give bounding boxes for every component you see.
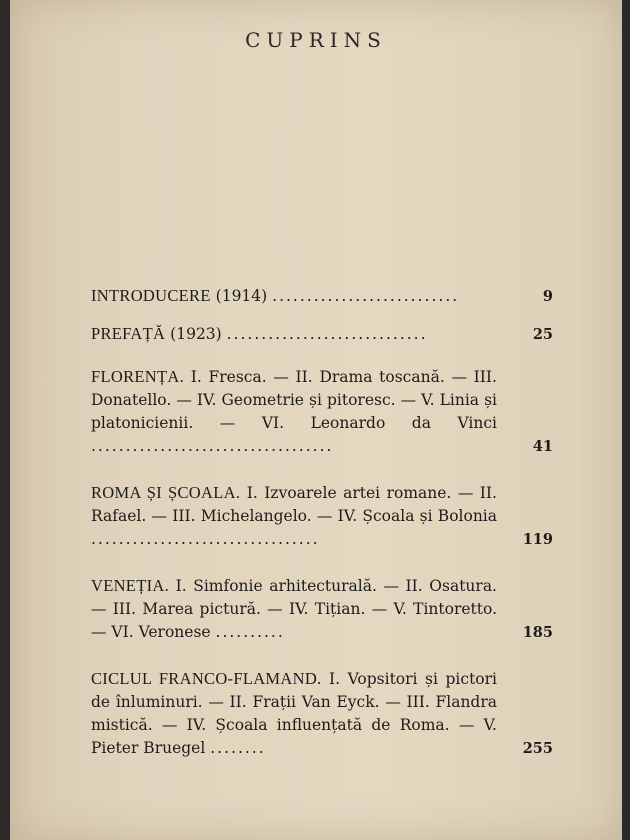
toc-text: (1914): [215, 287, 268, 305]
toc-entry-introducere: [91, 284, 553, 308]
toc-page-number: 119: [522, 531, 553, 548]
table-of-contents: [91, 284, 553, 760]
toc-text: (1923): [170, 325, 222, 343]
toc-text: I. Vopsitori și pictori de înluminuri. — II. Frații Van Eyck. — III. Flandra mistică. — IV. Școala influențată de Roma. — V. Pieter Bruegel: [91, 670, 497, 757]
toc-leader-dots: .............................: [226, 325, 428, 343]
toc-leader-dots: ........: [210, 739, 266, 757]
toc-heading: PREFAȚĂ: [91, 324, 166, 343]
toc-page-number: 255: [522, 740, 553, 757]
toc-text: I. Simfonie arhitecturală. — II. Osatura. — III. Marea pictură. — IV. Tițian. — V. Tintoretto. — VI. Veronese: [91, 577, 497, 641]
toc-entry-florenta: [91, 365, 553, 458]
toc-text: I. Fresca. — II. Drama toscană. — III. Donatello. — IV. Geometrie și pitoresc. — V. Linia și platonicienii. — VI. Leonardo da Vinci: [91, 368, 497, 432]
toc-heading: VENEȚIA.: [91, 576, 170, 595]
toc-entry-venetia: [91, 574, 553, 644]
page-title: CUPRINS: [245, 28, 387, 52]
toc-entry-roma-si-scoala: [91, 481, 553, 551]
book-page: [10, 0, 622, 840]
toc-text: I. Izvoarele artei romane. — II. Rafael. — III. Michelangelo. — IV. Școala și Bolonia: [91, 484, 497, 525]
toc-leader-dots: ...................................: [91, 437, 334, 455]
toc-heading: FLORENȚA.: [91, 367, 184, 386]
toc-heading: ROMA ȘI ȘCOALA.: [91, 483, 241, 502]
toc-heading: INTRODUCERE: [91, 286, 211, 305]
toc-page-number: 185: [522, 624, 553, 641]
toc-page-number: 41: [532, 438, 553, 455]
toc-leader-dots: ..........: [215, 623, 285, 641]
toc-page-number: 9: [542, 288, 553, 305]
toc-heading: CICLUL FRANCO-FLAMAND.: [91, 669, 322, 688]
toc-entry-prefata: [91, 322, 553, 346]
toc-entry-ciclul-franco-flamand: [91, 667, 553, 760]
toc-leader-dots: .................................: [91, 530, 320, 548]
toc-page-number: 25: [532, 326, 553, 343]
toc-leader-dots: ...........................: [272, 287, 460, 305]
